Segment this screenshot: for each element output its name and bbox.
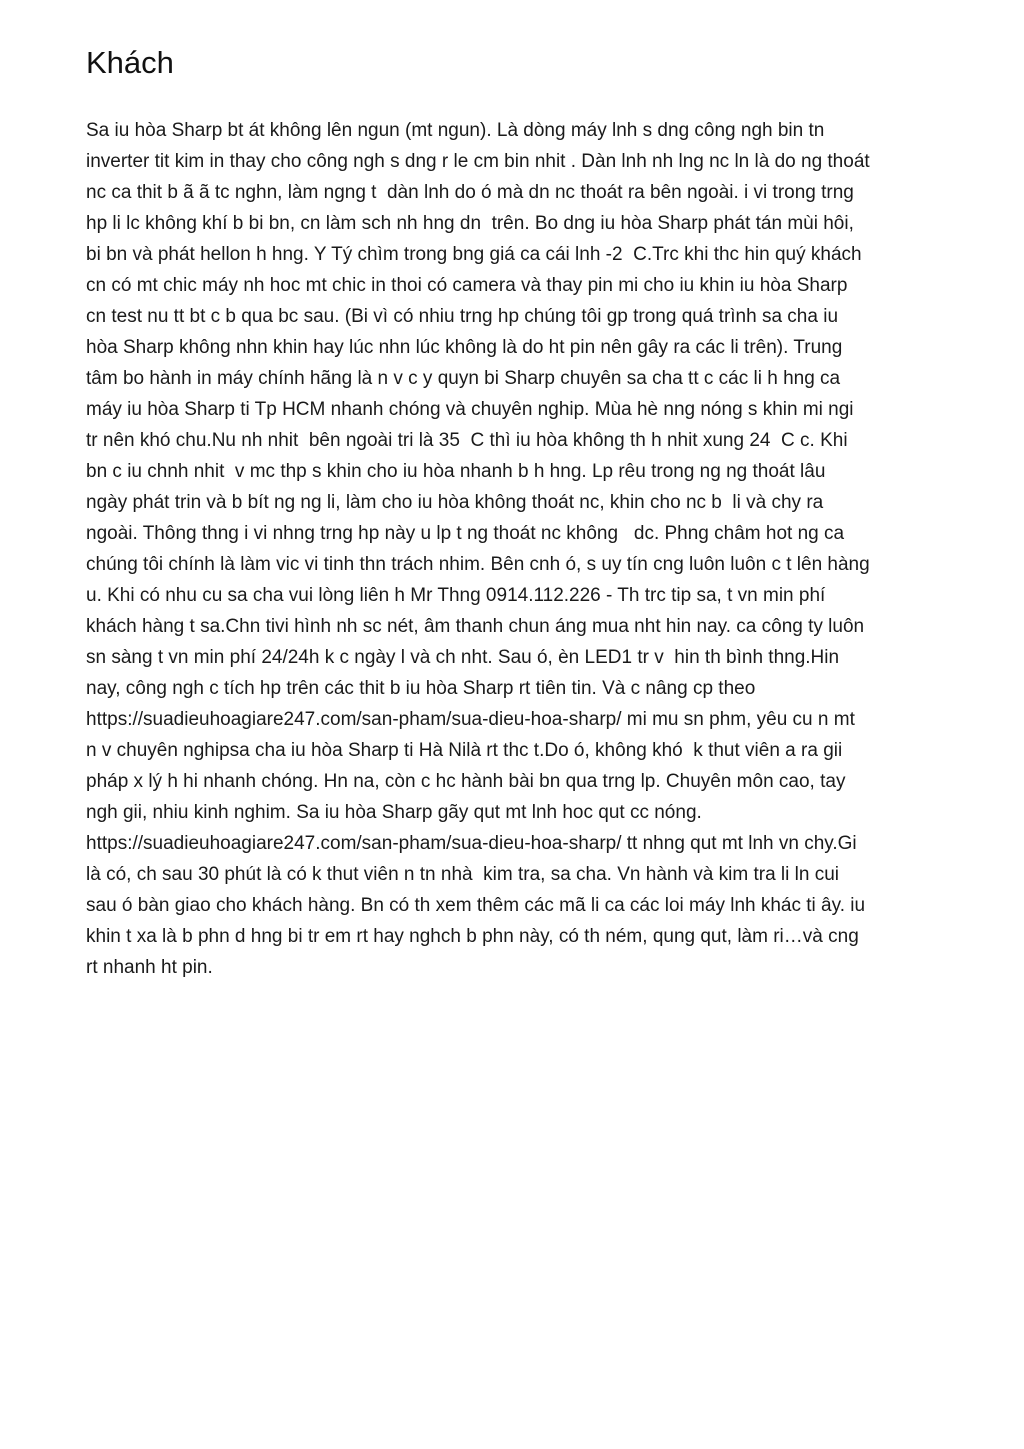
body-line: pháp x lý h hi nhanh chóng. Hn na, còn c hc hành bài bn qua trng lp. Chuyên môn cao, tay — [86, 771, 846, 792]
body-line: ngh gii, nhiu kinh nghim. Sa iu hòa Sharp gãy qut mt lnh hoc qut cc nóng. — [86, 802, 702, 823]
body-line: nay, công ngh c tích hp trên các thit b iu hòa Sharp rt tiên tin. Và c nâng cp theo — [86, 678, 756, 699]
document-title: Khách — [86, 45, 174, 80]
body-line: nc ca thit b ã ã tc nghn, làm ngng t dàn lnh do ó mà dn nc thoát ra bên ngoài. i vi trong trng — [86, 182, 854, 203]
body-line: ngày phát trin và b bít ng ng li, làm cho iu hòa không thoát nc, khin cho nc b li và chy ra — [86, 492, 824, 513]
body-line: là có, ch sau 30 phút là có k thut viên n tn nhà kim tra, sa cha. Vn hành và kim tra li ln cui — [86, 864, 840, 885]
body-line: n v chuyên nghipsa cha iu hòa Sharp ti Hà Nilà rt thc t.Do ó, không khó k thut viên a ra gii — [86, 740, 843, 761]
body-line: sau ó bàn giao cho khách hàng. Bn có th xem thêm các mã li ca các loi máy lnh khác ti ây. iu — [86, 895, 866, 916]
body-line: tâm bo hành in máy chính hãng là n v c y quyn bi Sharp chuyên sa cha tt c các li h hng ca — [86, 368, 841, 389]
body-line: u. Khi có nhu cu sa cha vui lòng liên h Mr Thng 0914.112.226 - Th trc tip sa, t vn min phí — [86, 585, 826, 606]
body-line: khách hàng t sa.Chn tivi hình nh sc nét, âm thanh chun áng mua nht hin nay. ca công ty luôn — [86, 616, 865, 637]
body-line: sn sàng t vn min phí 24/24h k c ngày l và ch nht. Sau ó, èn LED1 tr v hin th bình thng.Hin — [86, 647, 840, 668]
body-line: cn test nu tt bt c b qua bc sau. (Bi vì có nhiu trng hp chúng tôi gp trong quá trình sa cha iu — [86, 306, 839, 327]
body-line: ngoài. Thông thng i vi nhng trng hp này u lp t ng thoát nc không dc. Phng châm hot ng ca — [86, 523, 845, 544]
body-line: https://suadieuhoagiare247.com/san-pham/sua-dieu-hoa-sharp/ mi mu sn phm, yêu cu n mt — [86, 709, 855, 730]
body-line: bi bn và phát hellon h hng. Y Tý chìm trong bng giá ca cái lnh -2 C.Trc khi thc hin quý khách — [86, 244, 862, 265]
body-line: tr nên khó chu.Nu nh nhit bên ngoài tri là 35 C thì iu hòa không th h nhit xung 24 C c. Khi — [86, 430, 848, 451]
body-line: rt nhanh ht pin. — [86, 957, 213, 978]
body-line: cn có mt chic máy nh hoc mt chic in thoi có camera và thay pin mi cho iu khin iu hòa Sharp — [86, 275, 848, 296]
body-line: hp li lc không khí b bi bn, cn làm sch nh hng dn trên. Bo dng iu hòa Sharp phát tán mùi hôi, — [86, 213, 854, 234]
body-line: https://suadieuhoagiare247.com/san-pham/sua-dieu-hoa-sharp/ tt nhng qut mt lnh vn chy.Gi — [86, 833, 857, 854]
body-line: hòa Sharp không nhn khin hay lúc nhn lúc không là do ht pin nên gây ra các li trên). Trung — [86, 337, 843, 358]
document-body — [86, 115, 942, 983]
body-line: inverter tit kim in thay cho công ngh s dng r le cm bin nhit . Dàn lnh nh lng nc ln là do ng thoát — [86, 151, 870, 172]
body-line: Sa iu hòa Sharp bt át không lên ngun (mt ngun). Là dòng máy lnh s dng công ngh bin tn — [86, 120, 825, 141]
body-line: bn c iu chnh nhit v mc thp s khin cho iu hòa nhanh b h hng. Lp rêu trong ng ng thoát lâu — [86, 461, 826, 482]
body-line: khin t xa là b phn d hng bi tr em rt hay nghch b phn này, có th ném, qung qut, làm ri…và cng — [86, 926, 859, 947]
body-line: chúng tôi chính là làm vic vi tinh thn trách nhim. Bên cnh ó, s uy tín cng luôn luôn c t lên hàng — [86, 554, 870, 575]
body-line: máy iu hòa Sharp ti Tp HCM nhanh chóng và chuyên nghip. Mùa hè nng nóng s khin mi ngi — [86, 399, 854, 420]
